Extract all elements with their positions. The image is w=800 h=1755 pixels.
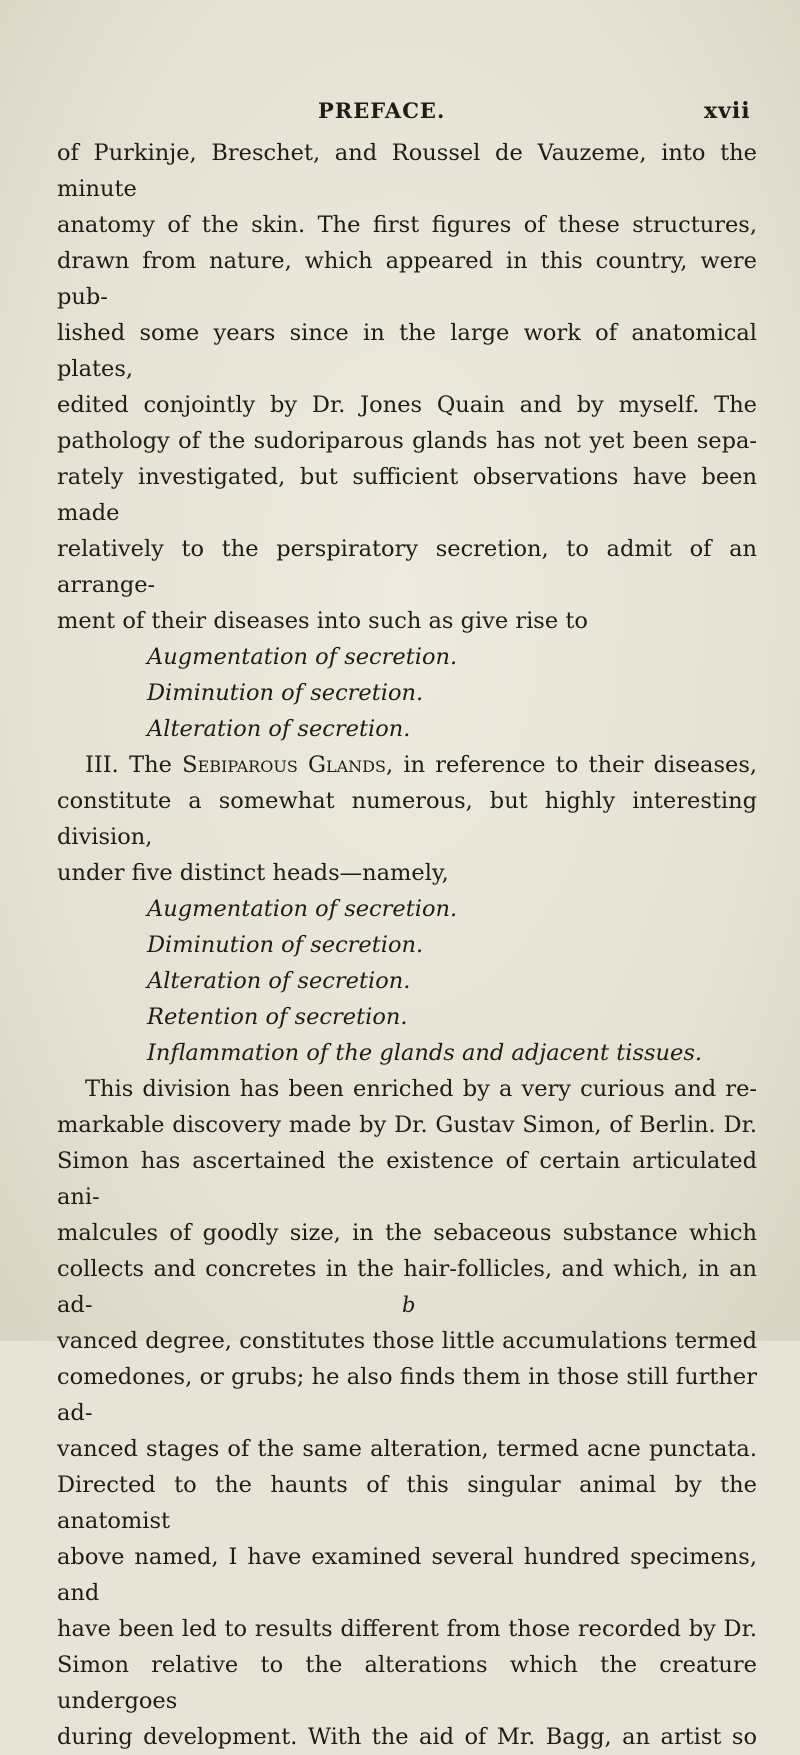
text-line: lished some years since in the large work of anatomical plates, [57, 320, 757, 382]
text-line: have been led to results different from those recorded by Dr. [57, 1616, 757, 1642]
list-item: Diminution of secretion. [147, 932, 424, 958]
text-fragment: The [129, 752, 172, 778]
page-number: xvii [704, 98, 751, 124]
section-heading-caps: Sebiparous Glands, [182, 752, 394, 778]
text-line: Simon has ascertained the existence of certain articulated ani- [57, 1148, 757, 1210]
text-line: under five distinct heads—namely, [57, 860, 449, 886]
text-line: ment of their diseases into such as give rise to [57, 608, 588, 634]
text-line [57, 747, 757, 783]
text-line: comedones, or grubs; he also finds them in those still further ad- [57, 1364, 757, 1426]
text-line: anatomy of the skin. The first figures of these structures, [57, 212, 757, 238]
text-fragment: in reference to their diseases, [403, 752, 758, 778]
text-line: of Purkinje, Breschet, and Roussel de Vauzeme, into the minute [57, 140, 757, 202]
text-line: malcules of goodly size, in the sebaceous substance which [57, 1220, 757, 1246]
list-item: Diminution of secretion. [147, 680, 424, 706]
text-line: rately investigated, but sufficient observations have been made [57, 464, 757, 526]
text-line: Directed to the haunts of this singular animal by the anatomist [57, 1472, 757, 1534]
section-numeral: III. [85, 752, 119, 778]
text-line: during development. With the aid of Mr. Bagg, an artist so [57, 1724, 757, 1750]
list-item: Augmentation of secretion. [147, 644, 458, 670]
text-line: vanced degree, constitutes those little accumulations termed [57, 1328, 757, 1354]
list-item: Retention of secretion. [147, 1004, 408, 1030]
text-line: above named, I have examined several hundred specimens, and [57, 1544, 757, 1606]
paragraph-sebiparous [57, 747, 757, 891]
text-line: markable discovery made by Dr. Gustav Simon, of Berlin. Dr. [57, 1112, 757, 1138]
text-line: pathology of the sudoriparous glands has not yet been sepa- [57, 428, 757, 454]
text-line: This division has been enriched by a very curious and re- [85, 1076, 757, 1102]
list-item: Alteration of secretion. [147, 968, 411, 994]
paragraph-simon-discovery [57, 1071, 757, 1755]
text-line: constitute a somewhat numerous, but highly interesting division, [57, 788, 757, 850]
sudoriparous-disease-list [57, 639, 757, 747]
signature-mark: b [402, 1293, 416, 1317]
sebiparous-disease-list [57, 891, 757, 1071]
text-line: drawn from nature, which appeared in this country, were pub- [57, 248, 757, 310]
text-line: collects and concretes in the hair-follicles, and which, in an ad- [57, 1256, 757, 1318]
list-item: Inflammation of the glands and adjacent tissues. [147, 1040, 703, 1066]
page-body [57, 135, 757, 1755]
text-line: vanced stages of the same alteration, termed acne punctata. [57, 1436, 757, 1462]
paragraph-continuation [57, 135, 757, 639]
text-line: edited conjointly by Dr. Jones Quain and by myself. The [57, 392, 757, 418]
list-item: Augmentation of secretion. [147, 896, 458, 922]
text-line: Simon relative to the alterations which the creature undergoes [57, 1652, 757, 1714]
list-item: Alteration of secretion. [147, 716, 411, 742]
page-header [0, 98, 800, 128]
running-head: PREFACE. [318, 98, 446, 123]
text-line: relatively to the perspiratory secretion, to admit of an arrange- [57, 536, 757, 598]
